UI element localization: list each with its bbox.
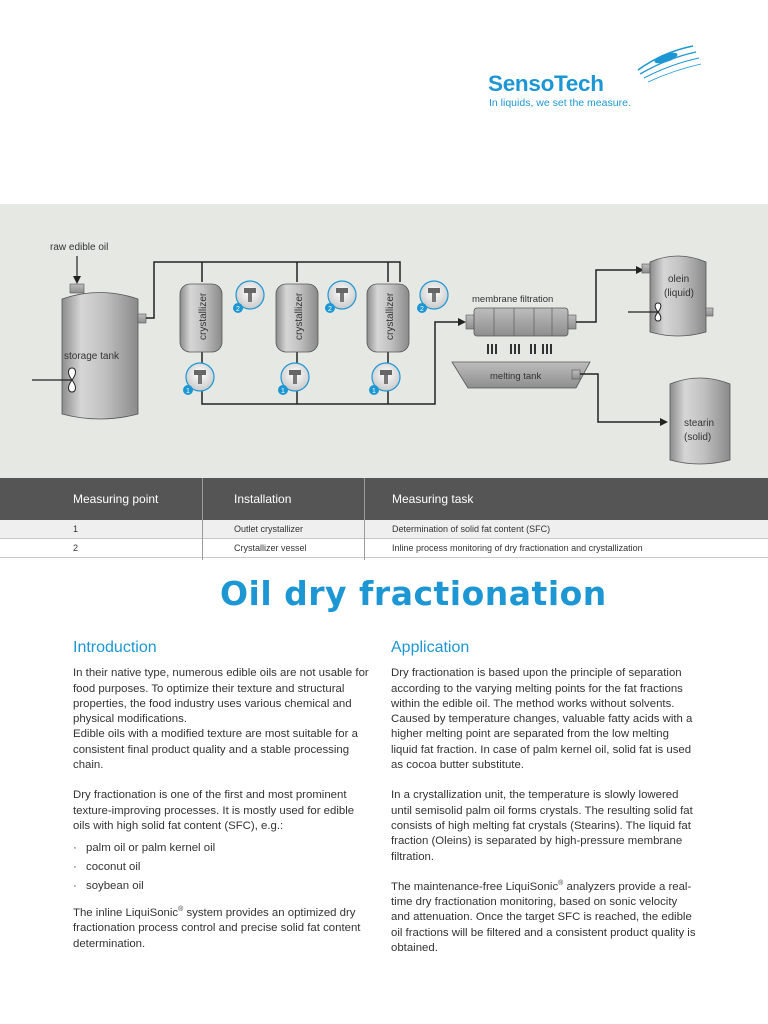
application-paragraph: The maintenance-free LiquiSonic® analyzers provide a real-time dry fractionation monitoring, based on sonic velocity and attenuation. Once the target SFC is reached, the edible oil fractions will be filtered and a consistent product quality is obtained. xyxy=(391,880,696,955)
sensor-point-1 xyxy=(369,363,400,395)
svg-text:(solid): (solid) xyxy=(684,432,712,443)
svg-text:1: 1 xyxy=(372,388,376,395)
application-heading: Application xyxy=(391,639,470,656)
svg-text:storage tank: storage tank xyxy=(64,351,120,362)
process-diagram xyxy=(0,204,768,478)
svg-text:membrane filtration: membrane filtration xyxy=(472,294,554,305)
intro-paragraph: Dry fractionation is one of the first and most prominent texture-improving processes. It is mostly used for edible oils with high solid fat content (SFC), e.g.: xyxy=(73,789,355,832)
cell-point: 1 xyxy=(73,524,79,534)
svg-text:melting tank: melting tank xyxy=(490,371,542,382)
list-item: · soybean oil xyxy=(73,879,144,892)
svg-text:2: 2 xyxy=(236,306,240,313)
crystallizer-3 xyxy=(367,284,409,352)
col-measuring-point: Measuring point xyxy=(73,492,159,506)
introduction-section xyxy=(73,640,373,967)
process-flow-svg xyxy=(0,204,768,478)
membrane-filtration xyxy=(466,294,576,354)
svg-text:crystallizer: crystallizer xyxy=(294,292,305,340)
application-paragraph: In a crystallization unit, the temperature is slowly lowered until semisolid palm oil forms crystals. The resulting solid fat consists of high melting fat crystals (Stearins). The liquid fat fraction (Oleins) is separated by high-pressure membrane filtration. xyxy=(391,789,693,863)
svg-text:2: 2 xyxy=(328,306,332,313)
svg-text:2: 2 xyxy=(420,306,424,313)
storage-tank xyxy=(32,284,146,419)
svg-text:1: 1 xyxy=(281,388,285,395)
table-row xyxy=(0,520,768,540)
crystallizer-1 xyxy=(180,284,222,352)
list-item: · coconut oil xyxy=(73,861,141,874)
table-divider xyxy=(202,478,203,560)
cell-installation: Outlet crystallizer xyxy=(234,524,304,534)
application-section xyxy=(391,640,697,971)
oil-list xyxy=(73,841,373,894)
cell-point: 2 xyxy=(73,543,79,553)
measuring-table-header xyxy=(0,478,768,520)
application-paragraph: Dry fractionation is based upon the principle of separation according to the varying melting points for the fat fractions within the edible oil. The method works without solvents. Caused by temperature changes, valuable fatty acids with a higher melting point are separated from the low melting liquid fat fraction. In case of palm kernel oil, solid fat is used as cocoa butter substitute. xyxy=(391,667,693,772)
olein-tank xyxy=(628,256,713,336)
cell-task: Determination of solid fat content (SFC) xyxy=(392,524,551,534)
svg-text:1: 1 xyxy=(186,388,190,395)
sensor-point-2 xyxy=(233,281,264,313)
melting-tank xyxy=(452,362,590,388)
table-row xyxy=(0,538,768,558)
list-item: · palm oil or palm kernel oil xyxy=(73,842,216,855)
col-measuring-task: Measuring task xyxy=(392,492,474,506)
brand-name: SensoTech xyxy=(488,71,604,96)
stearin-tank xyxy=(670,378,730,464)
page-title: Oil dry fractionation xyxy=(220,574,607,613)
svg-text:(liquid): (liquid) xyxy=(664,288,695,299)
sensor-point-1 xyxy=(183,363,214,395)
sensor-point-2 xyxy=(417,281,448,313)
introduction-heading: Introduction xyxy=(73,639,157,656)
svg-text:crystallizer: crystallizer xyxy=(198,292,209,340)
sensor-point-1 xyxy=(278,363,309,395)
raw-oil-label: raw edible oil xyxy=(50,242,109,253)
sensor-point-2 xyxy=(325,281,356,313)
brand-tagline: In liquids, we set the measure. xyxy=(489,97,631,109)
table-divider xyxy=(364,478,365,560)
svg-text:stearin: stearin xyxy=(684,418,715,429)
col-installation: Installation xyxy=(234,492,292,506)
intro-paragraph: Edible oils with a modified texture are most suitable for a consistent final product quality and a stable processing chain. xyxy=(73,728,358,772)
cell-installation: Crystallizer vessel xyxy=(234,543,307,553)
svg-text:crystallizer: crystallizer xyxy=(385,292,396,340)
crystallizer-2 xyxy=(276,284,318,352)
intro-paragraph: In their native type, numerous edible oils are not usable for food purposes. To optimize their texture and structural properties, the food industry uses various chemical and physical modifications. xyxy=(73,667,369,726)
intro-paragraph: The inline LiquiSonic® system provides an optimized dry fractionation process control and precise solid fat content determination. xyxy=(73,906,361,950)
cell-task: Inline process monitoring of dry fractionation and crystallization xyxy=(392,543,643,553)
svg-text:olein: olein xyxy=(668,274,690,285)
